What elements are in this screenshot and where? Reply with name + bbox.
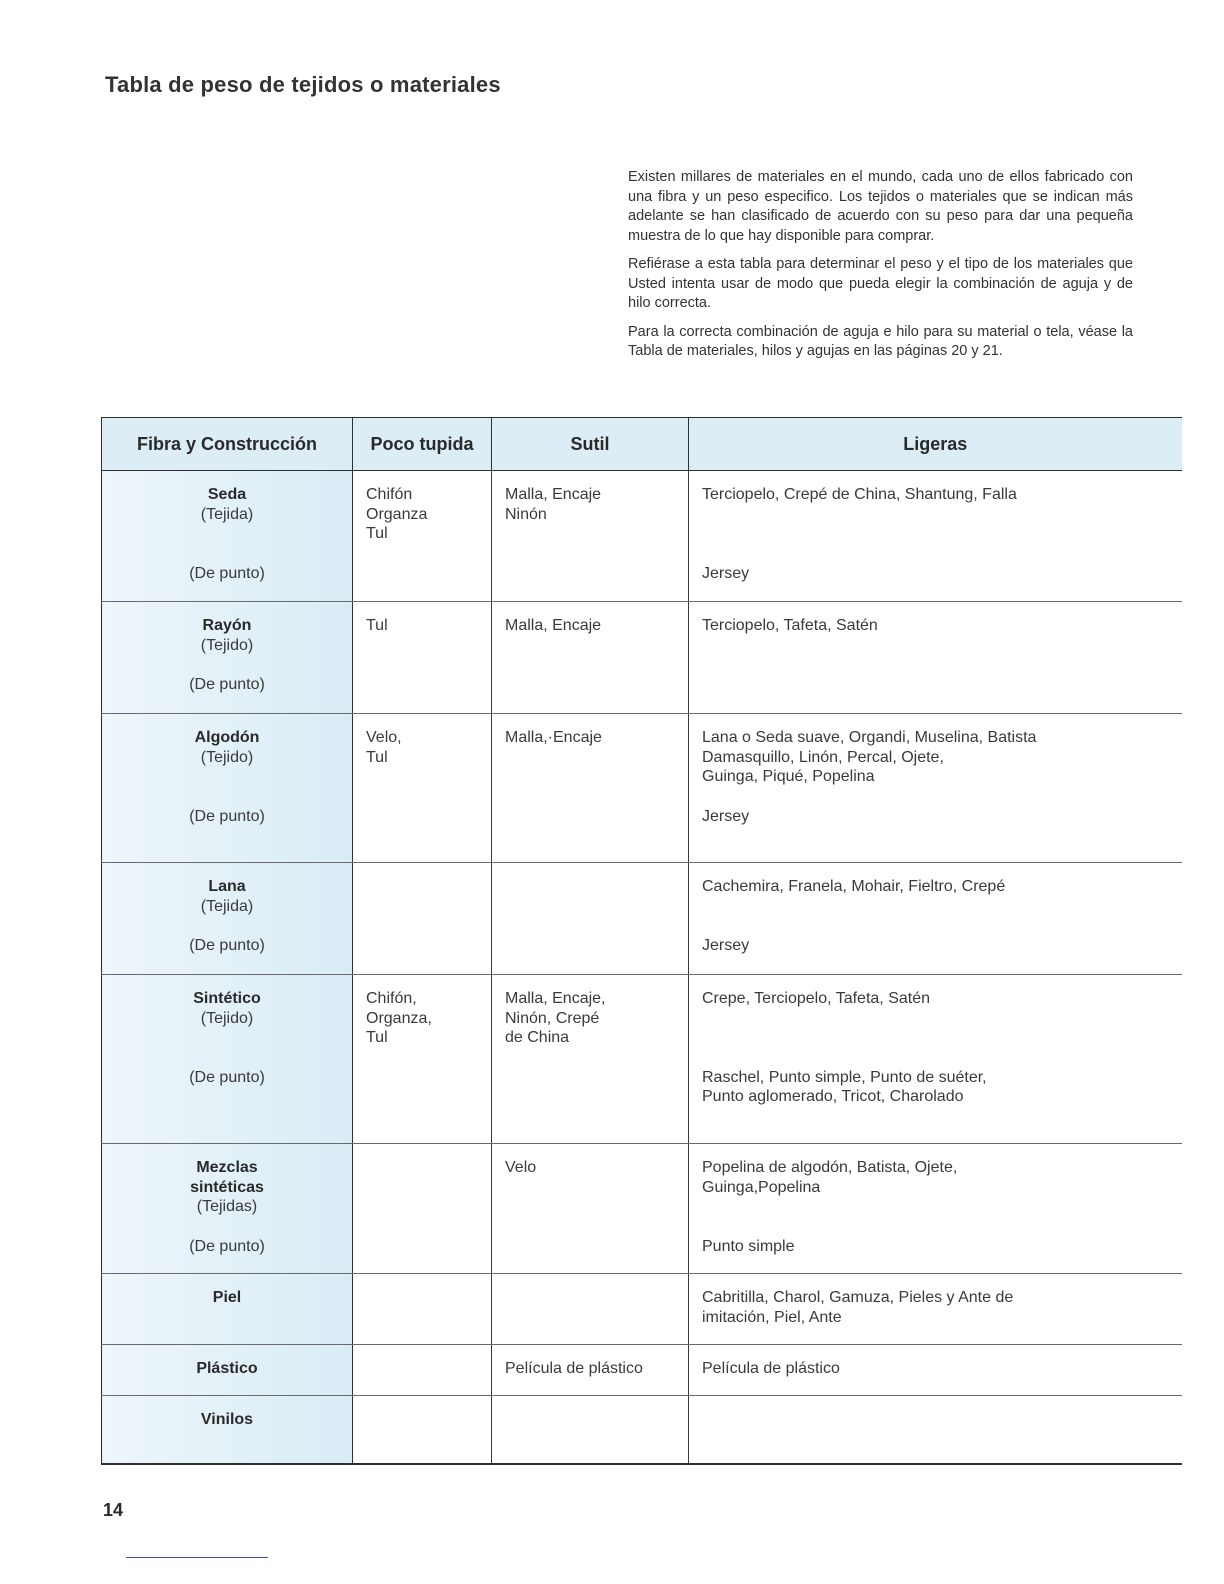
spacer [108,1217,346,1237]
construction-label: (Tejido) [200,1009,254,1027]
spacer [108,916,346,936]
construction-label: (De punto) [189,676,265,693]
spacer [702,897,1169,937]
cell-text: Crepe, Terciopelo, Tafeta, Satén [702,990,930,1007]
spacer [702,1197,1169,1237]
cell-text: Malla,·Encaje [505,729,602,746]
construction-label: (Tejidas) [196,1198,258,1215]
cell-text: Ninón [505,505,547,523]
cell-sutil [492,714,689,863]
cell-poco [353,1144,492,1274]
cell-text: Punto aglomerado, Tricot, Charolado [702,1088,964,1105]
cell-poco [353,471,492,602]
cell-text: Jersey [702,807,750,825]
cell-ligeras [689,714,1182,863]
construction-label: (De punto) [189,1237,265,1255]
construction-label: (De punto) [189,1068,265,1086]
fiber-name: Piel [212,1289,242,1306]
cell-text: Guinga,Popelina [702,1178,821,1196]
fiber-cell [102,1396,353,1464]
cell-ligeras [689,471,1182,602]
cell-text: Cachemira, Franela, Mohair, Fieltro, Crepé [702,878,1006,895]
spacer [702,505,1169,564]
fiber-cell [102,863,353,975]
fiber-name: Vinilos [200,1411,254,1428]
table-row [102,714,1182,863]
cell-text: Malla, Encaje [505,617,602,634]
cell-text: Película de plástico [505,1360,643,1377]
cell-text: Jersey [702,937,750,954]
cell-text: Chifón, [366,990,417,1007]
cell-text: Malla, Encaje [505,486,602,503]
cell-text: Raschel, Punto simple, Punto de suéter, [702,1068,987,1086]
table-row [102,471,1182,602]
construction-label: (Tejida) [200,897,254,915]
cell-poco [353,975,492,1144]
fiber-cell [102,1274,353,1345]
spacer [702,787,1169,807]
cell-text: Película de plástico [702,1360,840,1377]
cell-ligeras [689,1274,1182,1345]
cell-text: Punto simple [702,1237,795,1255]
cell-ligeras [689,1345,1182,1396]
cell-text: Tul [366,1029,388,1046]
cell-sutil [492,975,689,1144]
cell-text: Lana o Seda suave, Organdi, Muselina, Batista [702,729,1037,746]
table-row [102,1396,1182,1464]
construction-label: (Tejido) [200,748,254,766]
table-row [102,975,1182,1144]
cell-text: Guinga, Piqué, Popelina [702,768,875,785]
cell-text: Organza, [366,1009,432,1027]
cell-text: Jersey [702,564,750,582]
fiber-cell [102,471,353,602]
cell-text: Velo, [366,729,402,746]
cell-ligeras [689,602,1182,714]
fiber-cell [102,602,353,714]
cell-poco [353,863,492,975]
spacer [108,1028,346,1068]
fiber-name: Algodón [194,729,260,746]
intro-paragraph: Para la correcta combinación de aguja e hilo para su material o tela, véase la Tabla de materiales, hilos y agujas en las páginas 20 y 21. [628,323,1133,359]
cell-sutil [492,1396,689,1464]
spacer [108,767,346,807]
fiber-name: Rayón [202,617,252,634]
table-row [102,602,1182,714]
intro-paragraph: Refiérase a esta tabla para determinar el peso y el tipo de los materiales que Usted intenta usar de modo que pueda elegir la combinación de aguja y de hilo correcta. [628,256,1133,311]
cell-text: de China [505,1029,570,1046]
cell-text: Tul [366,617,388,634]
intro-text [628,168,1133,371]
table-row [102,1144,1182,1274]
cell-ligeras [689,975,1182,1144]
header-sutil: Sutil [492,418,689,471]
header-ligeras: Ligeras [689,418,1182,471]
header-fibra: Fibra y Construcción [102,418,353,471]
cell-poco [353,1345,492,1396]
table-row [102,1345,1182,1396]
table-header-row [102,418,1182,471]
cell-sutil [492,602,689,714]
spacer [702,1009,1169,1068]
fiber-name: Plástico [196,1360,258,1377]
cell-poco [353,602,492,714]
cell-poco [353,1274,492,1345]
cell-ligeras [689,863,1182,975]
fiber-cell [102,1144,353,1274]
cell-text: Ninón, Crepé [505,1009,600,1027]
page-number: 14 [103,1500,124,1520]
cell-sutil [492,1144,689,1274]
cell-sutil [492,863,689,975]
cell-sutil [492,471,689,602]
cell-sutil [492,1345,689,1396]
construction-label: (Tejido) [200,636,254,654]
cell-text: Tul [366,525,388,542]
fiber-cell [102,1345,353,1396]
cell-poco [353,1396,492,1464]
cell-text: Velo [505,1159,537,1176]
cell-text: Tul [366,748,388,766]
fiber-name: Seda [207,486,247,503]
construction-label: (Tejida) [200,505,254,523]
fiber-name: sintéticas [190,1178,264,1196]
construction-label: (De punto) [189,807,265,825]
fiber-name: Sintético [193,990,261,1007]
table-row [102,863,1182,975]
fiber-name: Lana [208,878,246,895]
header-poco-tupida: Poco tupida [353,418,492,471]
page-title: Tabla de peso de tejidos o materiales [105,72,501,97]
spacer [108,655,346,675]
construction-label: (De punto) [189,564,265,582]
cell-text: Damasquillo, Linón, Percal, Ojete, [702,748,944,766]
cell-text: Organza [366,505,428,523]
cell-text: Malla, Encaje, [505,990,606,1007]
cell-text: imitación, Piel, Ante [702,1308,842,1326]
construction-label: (De punto) [189,937,265,954]
cell-poco [353,714,492,863]
cell-text: Terciopelo, Tafeta, Satén [702,617,878,634]
cell-ligeras [689,1396,1182,1464]
cell-text: Cabritilla, Charol, Gamuza, Pieles y Ante de [702,1289,1014,1306]
fiber-name: Mezclas [196,1159,258,1176]
cell-sutil [492,1274,689,1345]
cell-text: Popelina de algodón, Batista, Ojete, [702,1159,958,1176]
fabric-weight-table [101,417,1182,1465]
cell-text: Terciopelo, Crepé de China, Shantung, Falla [702,486,1017,503]
spacer [108,524,346,564]
fiber-cell [102,714,353,863]
intro-paragraph: Existen millares de materiales en el mundo, cada uno de ellos fabricado con una fibra y un peso especifico. Los tejidos o materiales que se indican más adelante se han clasificado de acuerdo con su peso para dar una pequeña muestra de lo que hay disponible para comprar. [628,169,1133,244]
fiber-cell [102,975,353,1144]
cell-ligeras [689,1144,1182,1274]
footer-rule [126,1557,268,1558]
table-row [102,1274,1182,1345]
cell-text: Chifón [366,486,413,503]
